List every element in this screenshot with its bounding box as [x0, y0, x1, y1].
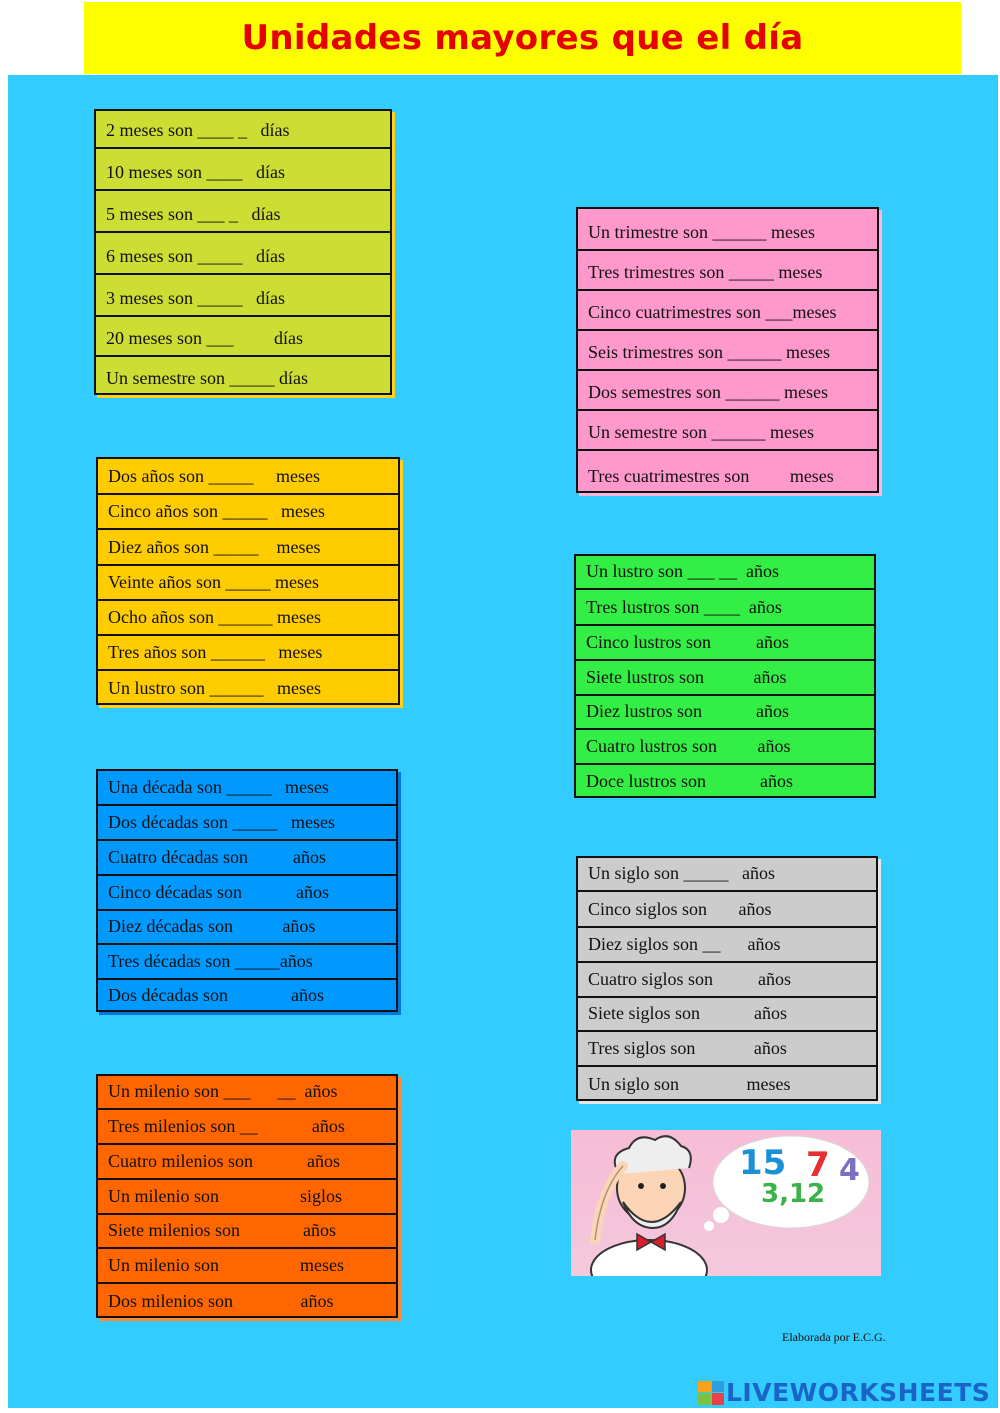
decadas-box: [96, 769, 398, 1012]
siglos-row: Cuatro siglos son años: [578, 963, 876, 998]
anos-box: [96, 457, 400, 705]
milenios-row: Tres milenios son __ años: [98, 1110, 396, 1145]
lustros-row: Tres lustros son ____ años: [576, 590, 874, 626]
siglos-row: Un siglo son _____ años: [578, 858, 876, 892]
thinking-professor-picture: [571, 1130, 881, 1276]
lustros-row: Diez lustros son años: [576, 696, 874, 730]
decadas-row: Cinco décadas son años: [98, 876, 396, 911]
meses-row: Un semestre son ______ meses: [578, 411, 877, 451]
meses-row: Dos semestres son ______ meses: [578, 371, 877, 411]
number-15: 15: [739, 1143, 787, 1183]
anos-row: Veinte años son _____ meses: [98, 566, 398, 601]
dias-row: 10 meses son ____ días: [96, 149, 390, 191]
decadas-row: Diez décadas son años: [98, 911, 396, 945]
siglos-row: Un siglo son meses: [588, 1074, 791, 1094]
anos-row: Diez años son _____ meses: [98, 530, 398, 566]
decadas-row: Cuatro décadas son años: [98, 841, 396, 876]
lustros-row: Cuatro lustros son años: [576, 730, 874, 765]
meses-box: [576, 207, 879, 493]
lustros-row: Un lustro son ___ __ años: [576, 556, 874, 590]
milenios-row: Siete milenios son años: [98, 1215, 396, 1249]
siglos-box: [576, 856, 878, 1101]
dias-row: 6 meses son _____ días: [96, 233, 390, 275]
meses-row: Seis trimestres son ______ meses: [578, 331, 877, 371]
milenios-row: Cuatro milenios son años: [98, 1145, 396, 1180]
lustros-box: [574, 554, 876, 798]
decadas-row: Una década son _____ meses: [98, 771, 396, 806]
meses-row: Tres trimestres son _____ meses: [578, 251, 877, 291]
decadas-row: Dos décadas son _____ meses: [98, 806, 396, 841]
anos-row: Tres años son ______ meses: [98, 636, 398, 671]
liveworksheets-logo-icon: [698, 1381, 724, 1405]
milenios-row: Un milenio son ___ __ años: [98, 1076, 396, 1110]
milenios-box: [96, 1074, 398, 1318]
lustros-row: Doce lustros son años: [586, 771, 793, 791]
credit-text: Elaborada por E.C.G.: [782, 1330, 886, 1344]
dias-row: 3 meses son _____ días: [96, 275, 390, 317]
siglos-row: Siete siglos son años: [578, 998, 876, 1032]
page-title: Unidades mayores que el día: [241, 18, 804, 58]
milenios-row: Un milenio son meses: [98, 1249, 396, 1284]
dias-row: 20 meses son ___ días: [96, 317, 390, 357]
decadas-row: Tres décadas son _____años: [98, 945, 396, 980]
anos-row: Dos años son _____ meses: [98, 459, 398, 495]
number-7: 7: [806, 1145, 830, 1185]
siglos-row: Cinco siglos son años: [578, 892, 876, 928]
number-3-12: 3,12: [761, 1179, 826, 1209]
meses-row: Tres cuatrimestres son meses: [588, 466, 834, 486]
dias-row: 5 meses son ___ _ días: [96, 191, 390, 233]
anos-row: Cinco años son _____ meses: [98, 495, 398, 530]
liveworksheets-brand[interactable]: [698, 1378, 990, 1407]
milenios-row: Un milenio son siglos: [98, 1180, 396, 1215]
lustros-row: Cinco lustros son años: [576, 626, 874, 661]
siglos-row: Diez siglos son __ años: [578, 928, 876, 963]
meses-row: Un trimestre son ______ meses: [578, 209, 877, 251]
dias-row: Un semestre son _____ días: [106, 368, 308, 388]
brand-name: LIVEWORKSHEETS: [726, 1378, 991, 1407]
anos-row: Ocho años son ______ meses: [98, 601, 398, 636]
title-banner: [84, 2, 961, 74]
number-4: 4: [839, 1153, 860, 1188]
anos-row: Un lustro son ______ meses: [108, 678, 321, 698]
dias-box: [94, 109, 392, 395]
lustros-row: Siete lustros son años: [576, 661, 874, 696]
professor-illustration: [571, 1130, 881, 1276]
dias-row: 2 meses son ____ _ días: [96, 111, 390, 149]
milenios-row: Dos milenios son años: [108, 1291, 334, 1311]
decadas-row: Dos décadas son años: [108, 985, 324, 1005]
siglos-row: Tres siglos son años: [578, 1032, 876, 1067]
meses-row: Cinco cuatrimestres son ___meses: [578, 291, 877, 331]
